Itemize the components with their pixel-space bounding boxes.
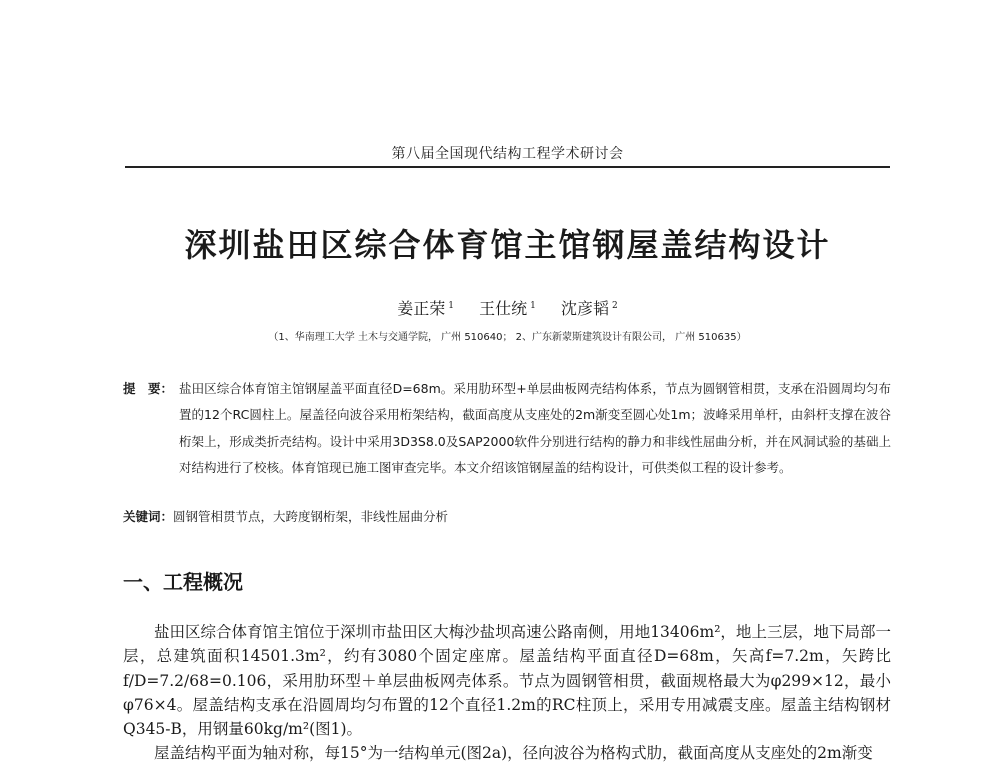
paragraph: 盐田区综合体育馆主馆位于深圳市盐田区大梅沙盐坝高速公路南侧，用地13406m²，地上三层，地下局部一层，总建筑面积14501.3m²，约有3080个固定座席。屋盖结构平面直径D=68m，矢高f=7.2m，矢跨比f/D=7.2/68=0.106，采用肋环型＋单层曲板网壳体系。节点为圆钢管相贯，截面规格最大为φ299×12，最小φ76×4。屋盖结构支承在沿圆周均匀布置的12个直径1.2m的RC柱顶上，采用专用减震支座。屋盖主结构钢材Q345-B，用钢量60kg/m²(图1)。 xyxy=(123,623,891,739)
section-body xyxy=(123,620,891,766)
author: 姜正荣 $^1$ xyxy=(397,299,455,318)
running-header: 第八届全国现代结构工程学术研讨会 xyxy=(391,146,624,162)
author: 沈彦韬 $^2$ xyxy=(560,299,618,318)
affiliation: （1、华南理工大学 土木与交通学院， 广州 510640； 2、广东新蒙斯建筑设计有限公司， 广州 510635） xyxy=(268,332,747,343)
keywords-label: 关键词： xyxy=(123,509,174,524)
section-heading: 一、工程概况 xyxy=(123,570,243,594)
header-rule xyxy=(125,166,890,168)
abstract-text: 盐田区综合体育馆主馆钢屋盖平面直径D=68m。采用肋环型+单层曲板网壳结构体系，节点为圆钢管相贯，支承在沿圆周均匀布置的12个RC圆柱上。屋盖径向波谷采用桁架结构，截面高度从支座处的2m渐变至圆心处1m；波峰采用单杆，由斜杆支撑在波谷桁架上，形成类折壳结构。设计中采用3D3S8.0及SAP2000软件分别进行结构的静力和非线性屈曲分析，并在风洞试验的基础上对结构进行了校核。体育馆现已施工图审查完毕。本文介绍该馆钢屋盖的结构设计，可供类似工程的设计参考。 xyxy=(179,381,891,475)
author: 王仕统 $^1$ xyxy=(479,299,536,318)
abstract-label: 提 要： xyxy=(123,381,174,396)
paragraph: 屋盖结构平面为轴对称，每15°为一结构单元(图2a)，径向波谷为格构式肋，截面高度从支座处的2m渐变 xyxy=(154,744,873,763)
paper-title: 深圳盐田区综合体育馆主馆钢屋盖结构设计 xyxy=(184,226,831,264)
keywords xyxy=(123,507,891,527)
keywords-text: 圆钢管相贯节点，大跨度钢桁架，非线性屈曲分析 xyxy=(173,509,449,524)
author-list xyxy=(125,296,890,319)
abstract xyxy=(123,376,891,481)
